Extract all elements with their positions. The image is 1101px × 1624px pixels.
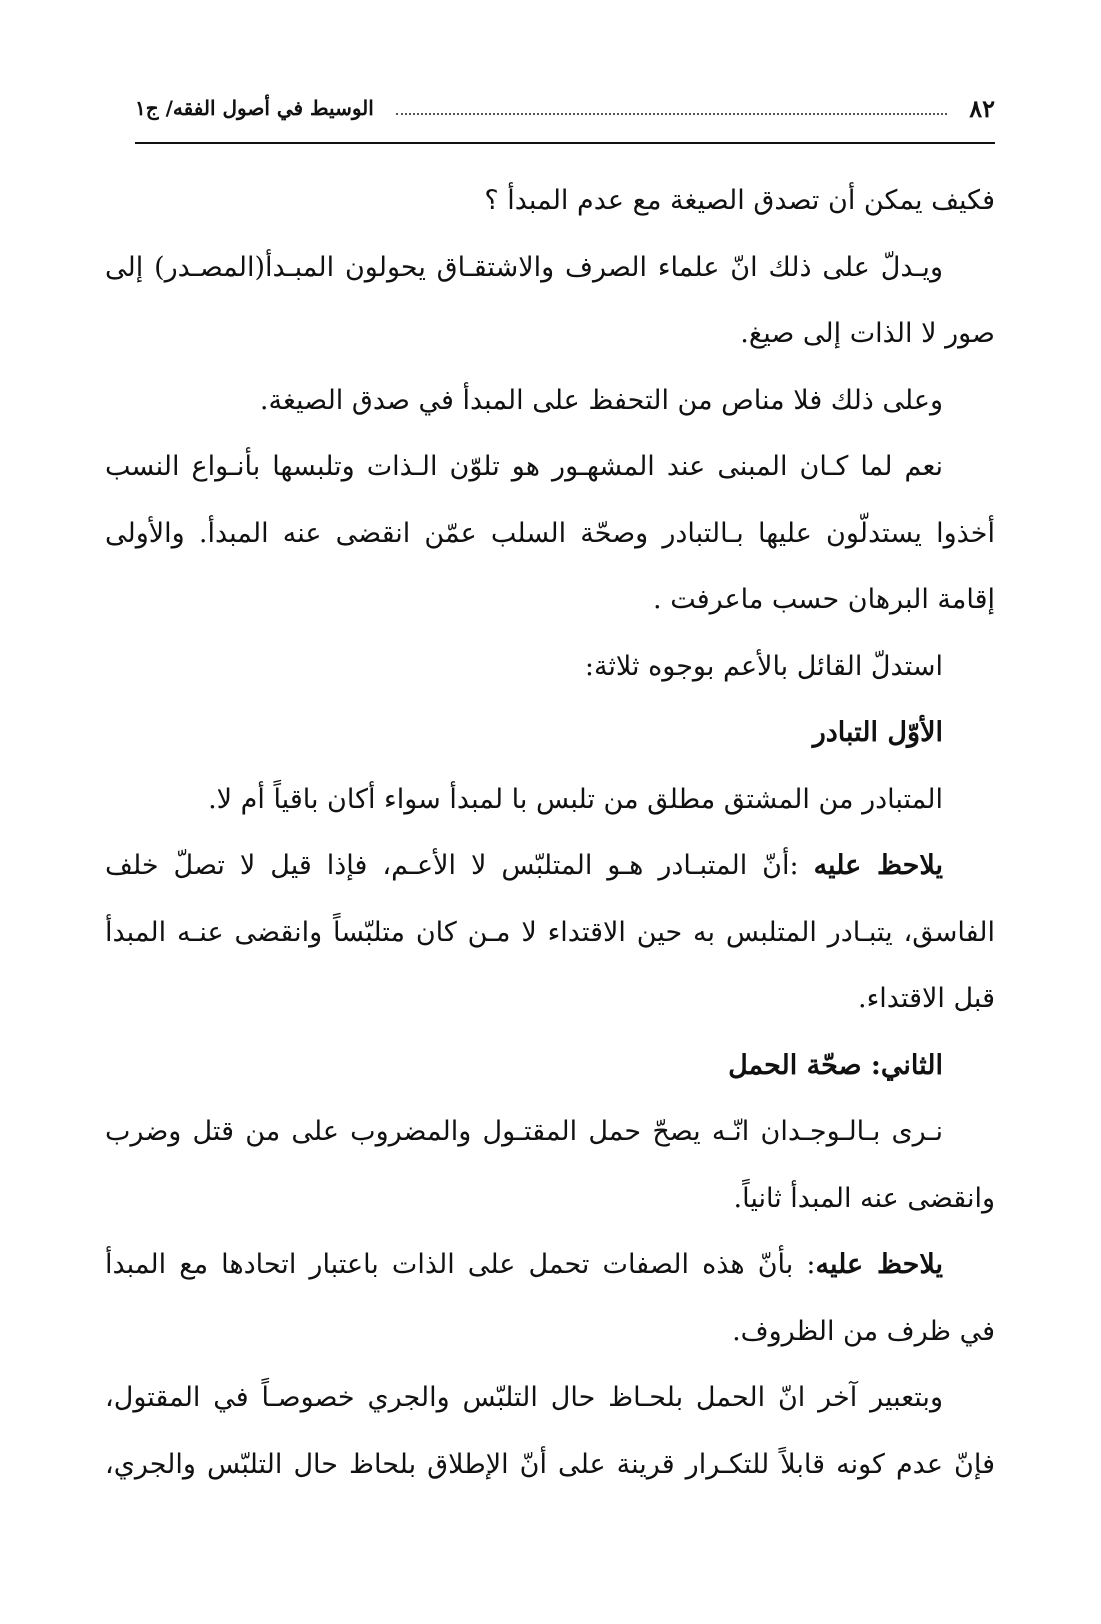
section-heading: الأوّل التبادر (812, 717, 943, 748)
text-line: نـرى بـالـوجـدان انّـه يصحّ حمل المقتـول والمضروب على من قتل وضرب (105, 1116, 943, 1147)
note-text: : بأنّ هذه الصفات تحمل على الذات باعتبار اتحادها مع المبدأ (105, 1249, 816, 1280)
note-lead: يلاحظ عليه (813, 850, 943, 881)
text-line: فإنّ عدم كونه قابلاً للتكـرار قرينة على أنّ الإطلاق بلحاظ حال التلبّس والجري، (105, 1448, 995, 1480)
text-line: ويـدلّ على ذلك انّ علماء الصرف والاشتقـاق يحولون المبـدأ(المصـدر) إلى (105, 251, 943, 283)
text-line: أخذوا يستدلّون عليها بـالتبادر وصحّة السلب عمّن انقضى عنه المبدأ. والأولى (105, 517, 995, 549)
text-line: وانقضى عنه المبدأ ثانياً. (733, 1182, 995, 1214)
text-line: المتبادر من المشتق مطلق من تلبس با لمبدأ سواء أكان باقياً أم لا. (208, 783, 943, 815)
page-number: ٨٢ (969, 93, 995, 123)
body-text (105, 168, 995, 1498)
header-dotted-leader (396, 113, 947, 115)
note-text: :أنّ المتبـادر هـو المتلبّس لا الأعـم، فإذا قيل لا تصلّ خلف (105, 850, 814, 881)
text-line: وعلى ذلك فلا مناص من التحفظ على المبدأ في صدق الصيغة. (259, 384, 943, 416)
note-lead: يلاحظ عليه (815, 1249, 943, 1280)
text-line: صور لا الذات إلى صيغ. (740, 318, 995, 349)
text-line: فكيف يمكن أن تصدق الصيغة مع عدم المبدأ ؟ (484, 185, 995, 216)
text-line: استدلّ القائل بالأعم بوجوه ثلاثة: (584, 650, 943, 682)
text-line: وبتعبير آخر انّ الحمل بلحـاظ حال التلبّس والجري خصوصـاً في المقتول، (105, 1382, 943, 1413)
section-heading: الثاني: صحّة الحمل (728, 1049, 943, 1081)
text-line: نعم لما كـان المبنى عند المشهـور هو تلوّن الـذات وتلبسها بأنـواع النسب (105, 451, 943, 482)
text-line: قبل الاقتداء. (858, 983, 995, 1014)
page-header (135, 88, 995, 128)
running-title: الوسيط في أصول الفقه/ ج١ (135, 96, 374, 120)
text-line (105, 833, 995, 900)
header-rule (135, 142, 995, 144)
text-line: إقامة البرهان حسب ماعرفت . (653, 584, 995, 615)
text-line: الفاسق، يتبـادر المتلبس به حين الاقتداء لا مـن كان متلبّساً وانقضى عنـه المبدأ (105, 916, 995, 948)
text-line: في ظرف من الظروف. (732, 1315, 995, 1347)
text-line (105, 1232, 995, 1299)
